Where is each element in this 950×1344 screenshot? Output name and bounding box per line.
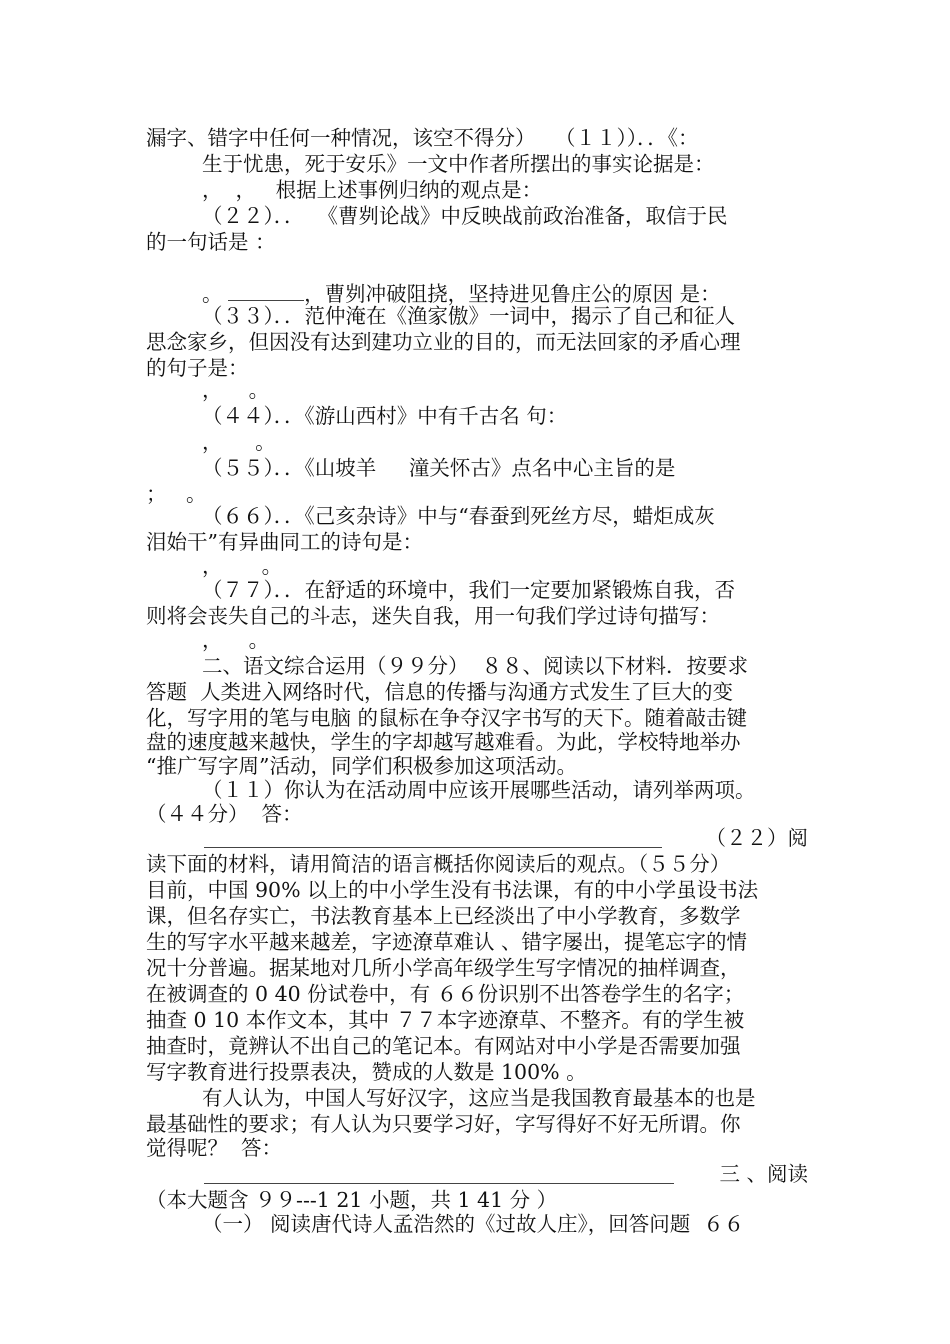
text-line: 在被调查的 0 40 份试卷中，有 ６６份识别不出答卷学生的名字； (146, 982, 745, 1006)
text-line: ； 。 (146, 482, 207, 506)
text-line: （２２）阅 (146, 825, 808, 929)
text-line: 有人认为，中国人写好汉字，这应当是我国教育最基本的也是 (202, 1086, 756, 1110)
text-line: 觉得呢？ 答： (146, 1136, 283, 1160)
answer-blank[interactable] (228, 282, 304, 301)
text-line: 生于忧患，死于安乐》一文中作者所摆出的事实论据是： (202, 152, 715, 176)
text-line: （３３）．．范仲淹在《渔家傲》一词中，揭示了自己和征人 (202, 304, 735, 328)
text-line: ，曹刿冲破阻挠，坚持进见鲁庄公的原因 是： (202, 255, 721, 333)
text-line: 的句子是： (146, 356, 249, 380)
answer-blank[interactable] (204, 1165, 674, 1184)
text-line: （６６）．．《己亥杂诗》中与“春蚕到死丝方尽，蜡炬成灰 (202, 504, 715, 528)
text-line: 生的写字水平越来越差，字迹潦草难认 、错字屡出，提笔忘字的情 (146, 930, 748, 954)
text-line: 漏字、错字中任何一种情况，该空不得分） （１１））．．《： (146, 126, 699, 150)
text-line: 。 (202, 282, 223, 306)
text-line: 三 、阅读 (146, 1161, 808, 1265)
text-line: 的一句话是 ： (146, 230, 276, 254)
text-line: （本大题含 ９９---1 21 小题，共 1 41 分 ） (146, 1188, 558, 1212)
answer-blank[interactable] (204, 829, 662, 848)
text-line: ， 。 (202, 430, 276, 454)
text-line: 最基础性的要求；有人认为只要学习好，字写得好不好无所谓。你 (146, 1112, 741, 1136)
text-line: ， 。 (202, 554, 283, 578)
text-line: 课，但名存实亡，书法教育基本上已经淡出了中小学教育，多数学 (146, 904, 741, 928)
text-line: 目前，中国 90% 以上的中小学生没有书法课，有的中小学虽设书法 (146, 878, 759, 902)
text-line: 二、语文综合运用（９９分） ８８、阅读以下材料．按要求 (202, 654, 749, 678)
text-line: 盘的速度越来越快，学生的字却越写越难看。为此，学校特地举办 (146, 730, 741, 754)
text-line: 读下面的材料，请用简洁的语言概括你阅读后的观点。（５５分） (146, 852, 731, 876)
text-line: 则将会丧失自己的斗志，迷失自我，用一句我们学过诗句描写： (146, 604, 720, 628)
text-line: ， ， 根据上述事例归纳的观点是： (202, 178, 543, 202)
text-line: 写字教育进行投票表决，赞成的人数是 100% 。 (146, 1060, 587, 1084)
text-line: “推广写字周”活动，同学们积极参加这项活动。 (146, 754, 577, 778)
text-line: （１１）你认为在活动周中应该开展哪些活动，请列举两项。 (202, 778, 756, 802)
text-line: 抽查 0 10 本作文本，其中 ７７本字迹潦草、不整齐。有的学生被 (146, 1008, 745, 1032)
text-line: ， 。 (202, 378, 270, 402)
text-line: （２２）．． 《曹刿论战》中反映战前政治准备，取信于民 (202, 204, 728, 228)
text-line: （５５）．．《山坡羊 潼关怀古》点名中心主旨的是 (202, 456, 676, 480)
text-line: 泪始干”有异曲同工的诗句是： (146, 530, 423, 554)
text-line: （一） 阅读唐代诗人孟浩然的《过故人庄》，回答问题 ６６ (202, 1212, 745, 1236)
text-line: 思念家乡，但因没有达到建功立业的目的，而无法回家的矛盾心理 (146, 330, 741, 354)
text-line: ， 。 (202, 628, 270, 652)
text-line: 答题 人类进入网络时代，信息的传播与沟通方式发生了巨大的变 (146, 680, 734, 704)
text-line: 抽查时，竟辨认不出自己的笔记本。有网站对中小学是否需要加强 (146, 1034, 741, 1058)
text-line: （７７）．．在舒适的环境中，我们一定要加紧锻炼自我，否 (202, 578, 735, 602)
text-line: 化，写字用的笔与电脑 的鼠标在争夺汉字书写的天下。随着敲击键 (146, 706, 748, 730)
text-line: 况十分普遍。据某地对几所小学高年级学生写字情况的抽样调查， (146, 956, 741, 980)
text-line: （４４分） 答： (146, 802, 303, 826)
text-line: （４４）．．《游山西村》中有千古名 句： (202, 404, 568, 428)
